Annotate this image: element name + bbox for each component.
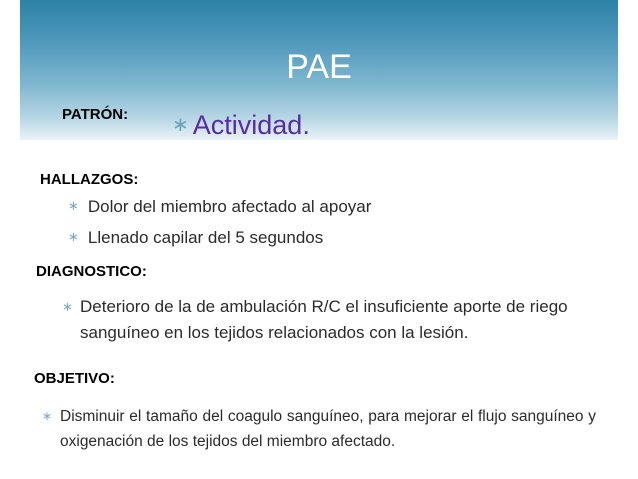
bullet-icon: ∗ (42, 409, 53, 423)
objetivo-item (42, 404, 596, 454)
hallazgo-item (68, 224, 323, 251)
hallazgo-item (68, 193, 371, 220)
diagnostico-text: Deterioro de la de ambulación R/C el insuficiente aporte de riego sanguíneo en los tejidos relacionados con la lesión. (80, 297, 568, 342)
diagnostico-label: DIAGNOSTICO: (36, 263, 147, 280)
hallazgo-text: Llenado capilar del 5 segundos (87, 228, 324, 247)
patron-label: PATRÓN: (62, 106, 129, 123)
activity-bullet (172, 110, 310, 141)
hallazgos-label: HALLAZGOS: (40, 171, 139, 188)
bullet-icon: ∗ (172, 114, 189, 136)
objetivo-text: Disminuir el tamaño del coagulo sanguíneo, para mejorar el flujo sanguíneo y oxigenación de los tejidos del miembro afectado. (60, 408, 596, 450)
activity-text: Actividad. (192, 110, 310, 140)
bullet-icon: ∗ (68, 198, 79, 213)
objetivo-label: OBJETIVO: (34, 370, 115, 387)
bullet-icon: ∗ (68, 229, 79, 244)
diagnostico-item (62, 294, 610, 346)
hallazgo-text: Dolor del miembro afectado al apoyar (87, 197, 372, 216)
slide-title: PAE (286, 48, 352, 86)
bullet-icon: ∗ (62, 299, 73, 314)
